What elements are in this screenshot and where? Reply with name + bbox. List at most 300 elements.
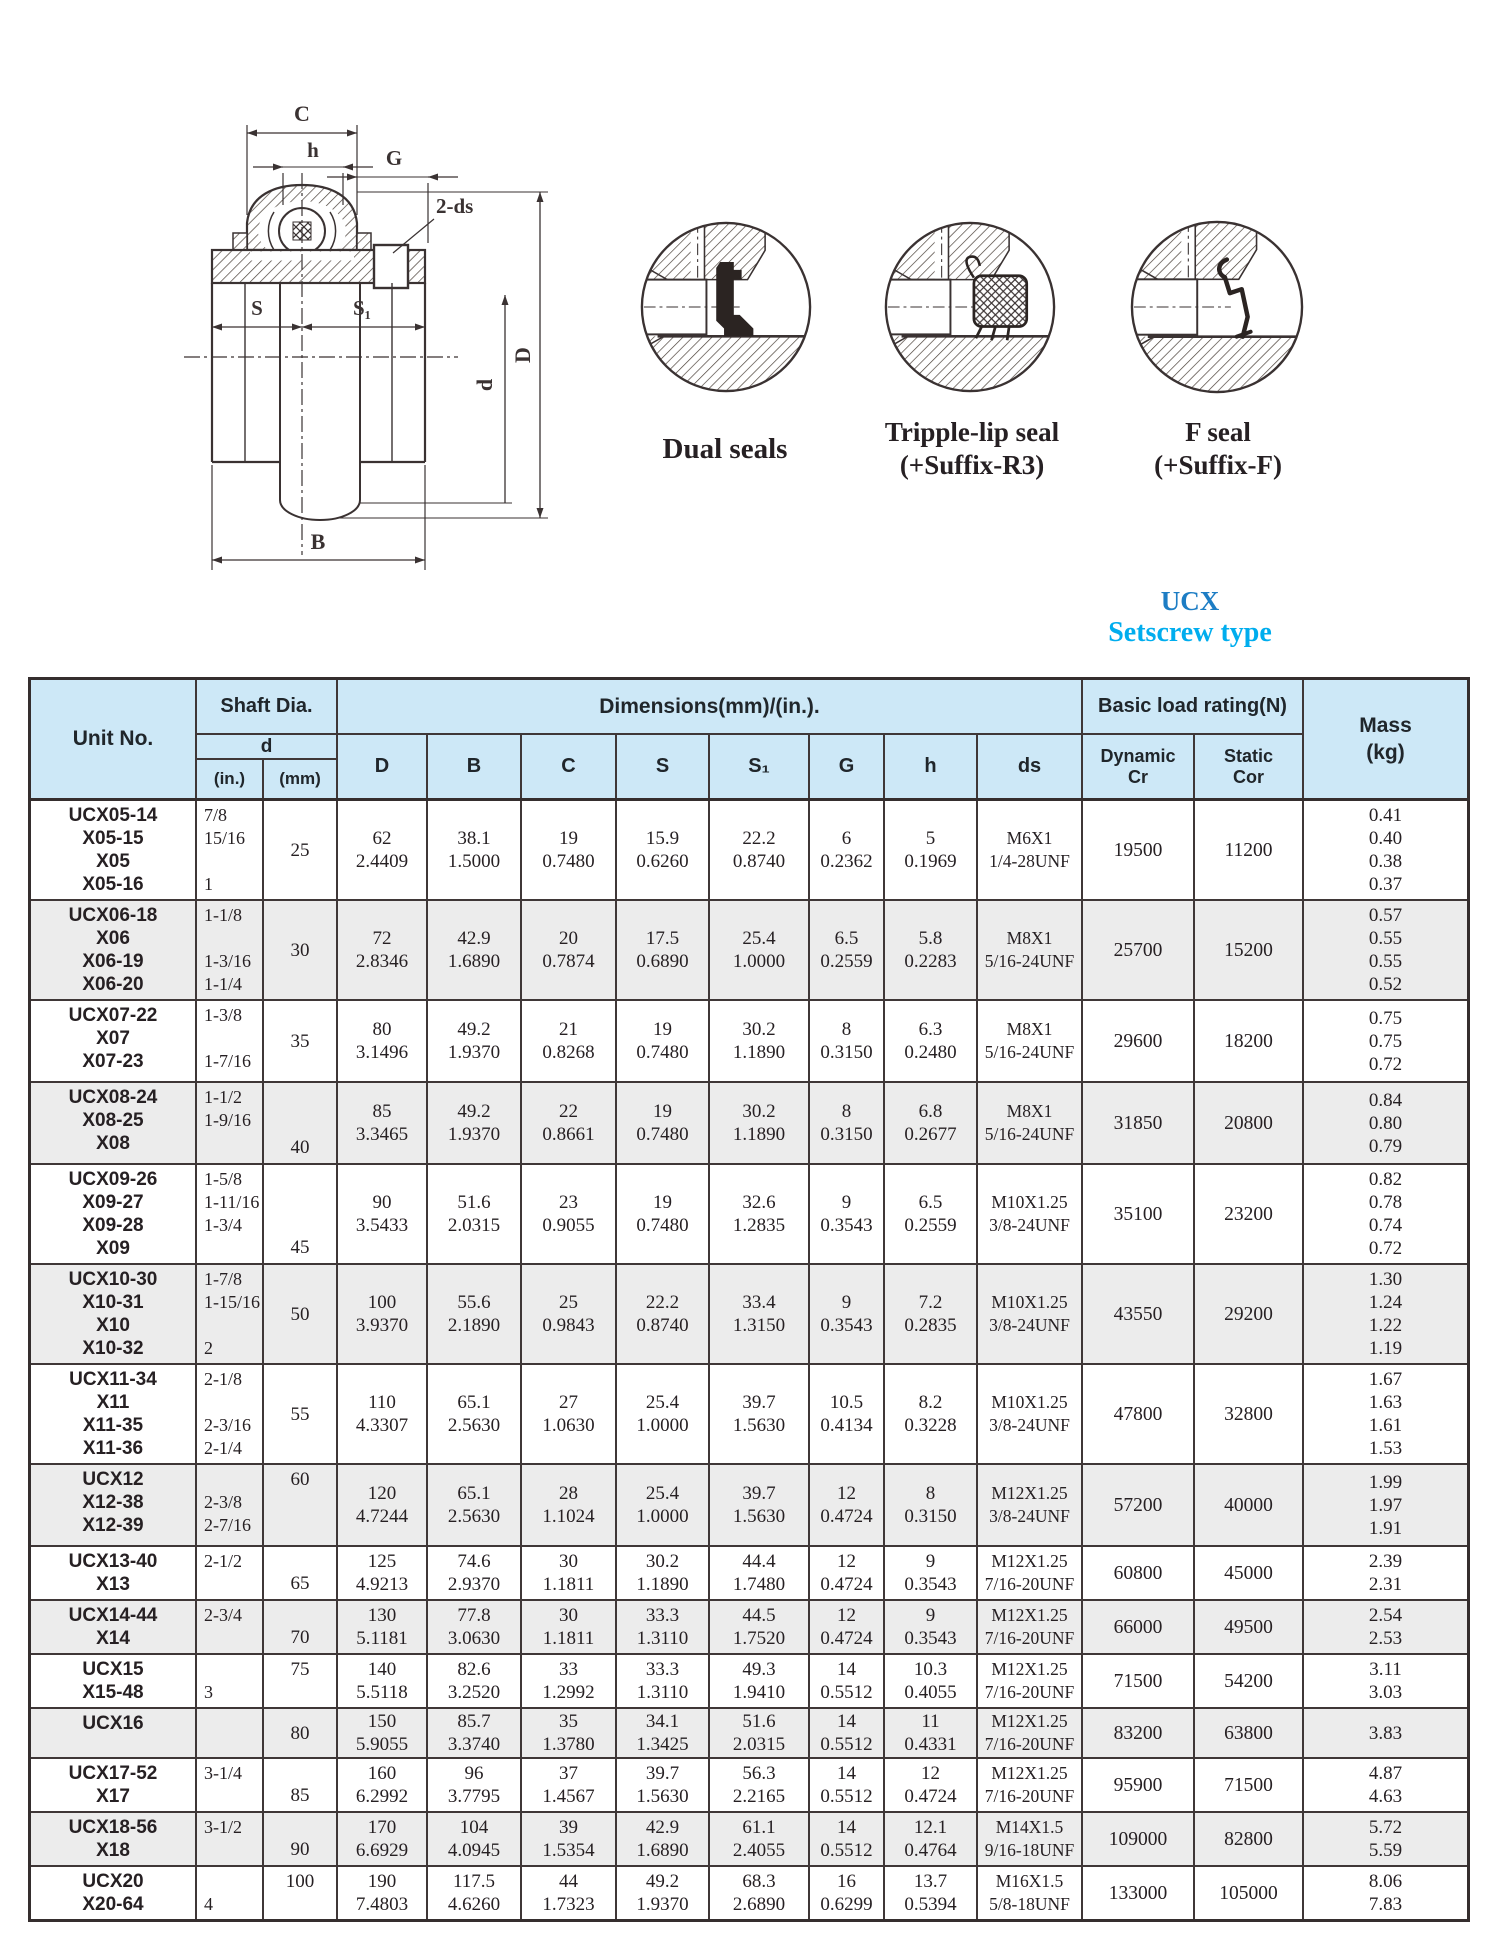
dim-B-line: 1.6890 [447, 951, 501, 972]
unit-no-line: X08 [96, 1133, 130, 1154]
dim-S [617, 1655, 710, 1707]
dim-D-line: 3.9370 [355, 1315, 409, 1336]
dim-h-line: 0.1969 [904, 851, 957, 872]
dim-C-line: 1.1024 [542, 1506, 595, 1527]
series-name: UCX [1160, 586, 1220, 616]
shaft-dia-in-line: 1-1/8 [204, 905, 242, 925]
shaft-dia-in-line: 1-15/16 [204, 1292, 260, 1312]
dim-S-line: 0.8740 [636, 1315, 689, 1336]
dim-G-line: 12 [837, 1551, 856, 1572]
shaft-dia-in [197, 1001, 264, 1081]
unit-no-line: UCX17-52 [68, 1763, 158, 1784]
table-row [31, 1867, 1467, 1919]
dynamic-cr-line: 83200 [1113, 1722, 1163, 1744]
dim-B-line: 96 [464, 1763, 484, 1784]
dim-S-line: 39.7 [645, 1763, 680, 1784]
header-mass-line: Mass [1359, 714, 1412, 737]
dim-B [428, 1813, 522, 1865]
dim-h [885, 1547, 978, 1599]
dim-G-line: 14 [837, 1711, 856, 1732]
dim-h-line: 9 [925, 1551, 936, 1572]
dim-ds-line: 9/16-18UNF [984, 1840, 1075, 1860]
unit-no [31, 1655, 197, 1707]
dim-S1-line: 22.2 [742, 828, 776, 849]
dim-B-line: 85.7 [457, 1711, 491, 1732]
dim-G-line: 8 [841, 1019, 852, 1040]
unit-no-line: X06-19 [82, 951, 144, 972]
dim-B-line: 1.9370 [447, 1124, 501, 1145]
dim-S1 [710, 1867, 810, 1919]
dim-C [522, 1655, 617, 1707]
series-subtitle: Setscrew type [1108, 617, 1272, 648]
mass-kg-line: 2.53 [1368, 1628, 1403, 1649]
dim-ds-line: 3/8-24UNF [989, 1506, 1070, 1526]
dim-S-line: 1.1890 [636, 1574, 689, 1595]
dim-h-line: 5.8 [918, 928, 943, 949]
dim-D [338, 1759, 428, 1811]
dim-S-line: 1.3425 [636, 1734, 689, 1755]
dim-ds [978, 901, 1083, 999]
dim-h [885, 901, 978, 999]
header-static-cor [1195, 735, 1304, 798]
dynamic-cr-line: 43550 [1113, 1303, 1163, 1325]
dim-h-line: 8.2 [918, 1392, 943, 1413]
dim-D-line: 5.9055 [355, 1734, 409, 1755]
header-col-G: G [810, 735, 885, 798]
dim-ds-line: 7/16-20UNF [984, 1574, 1075, 1594]
mass-kg-line: 0.41 [1368, 805, 1403, 826]
unit-no-line: X09-27 [82, 1192, 144, 1213]
mass-kg-line: 2.39 [1368, 1551, 1403, 1572]
dim-B [428, 1655, 522, 1707]
shaft-dia-in [197, 1709, 264, 1757]
dynamic-cr [1083, 1165, 1195, 1263]
dim-S1 [710, 1655, 810, 1707]
dim-B-line: 74.6 [457, 1551, 491, 1572]
unit-no-line: UCX15 [82, 1659, 144, 1680]
dim-ds [978, 1365, 1083, 1463]
mass-kg-line: 8.06 [1368, 1871, 1403, 1892]
dim-D-line: 160 [367, 1763, 397, 1784]
seal-detail-dual [638, 216, 814, 398]
dim-h-line: 0.3228 [904, 1415, 957, 1436]
dim-S-line: 33.3 [645, 1659, 680, 1680]
dim-h-line: 0.2480 [904, 1042, 957, 1063]
dim-ds [978, 1759, 1083, 1811]
dim-h [885, 1265, 978, 1363]
static-cor [1195, 801, 1304, 899]
dim-S [617, 1759, 710, 1811]
dim-S [617, 1709, 710, 1757]
shaft-dia-in [197, 1265, 264, 1363]
seal-caption-dual [600, 432, 850, 466]
shaft-dia-in-line: 2-7/16 [204, 1515, 251, 1535]
dim-S-line: 25.4 [645, 1483, 680, 1504]
shaft-dia-mm [264, 1365, 338, 1463]
unit-no-line: X18 [96, 1840, 130, 1861]
shaft-dia-mm [264, 1759, 338, 1811]
dim-h [885, 1465, 978, 1545]
shaft-dia-in-line: 2-1/8 [204, 1369, 242, 1389]
dim-S [617, 1465, 710, 1545]
header-static-line: Static [1223, 745, 1274, 766]
shaft-dia-mm [264, 801, 338, 899]
table-row [31, 901, 1467, 1001]
mass-kg [1304, 1265, 1467, 1363]
unit-no-line: X10-31 [82, 1292, 144, 1313]
dim-h-line: 6.5 [918, 1192, 943, 1213]
unit-no [31, 1867, 197, 1919]
mass-kg-line: 0.80 [1368, 1112, 1403, 1134]
dim-B-line: 51.6 [457, 1192, 491, 1213]
header-static-line: Cor [1233, 766, 1264, 787]
dim-S1 [710, 1601, 810, 1653]
dim-ds [978, 1083, 1083, 1163]
unit-no-line: UCX05-14 [68, 805, 158, 826]
dim-C-line: 44 [559, 1871, 578, 1892]
unit-no-line: X10-32 [82, 1338, 144, 1359]
dim-S1-line: 49.3 [742, 1659, 776, 1680]
dim-S1-line: 68.3 [742, 1871, 776, 1892]
mass-kg-line: 0.84 [1368, 1089, 1403, 1111]
dim-G-line: 0.3150 [820, 1042, 873, 1063]
unit-no-line: UCX20 [82, 1871, 144, 1892]
dim-C-line: 1.0630 [542, 1415, 595, 1436]
dim-B-line: 38.1 [457, 828, 491, 849]
dim-D-line: 3.5433 [355, 1215, 409, 1236]
dim-C [522, 801, 617, 899]
shaft-dia-mm-line: 75 [290, 1659, 310, 1680]
header-basic-load: Basic load rating(N) [1083, 680, 1304, 735]
dim-B-line: 4.6260 [447, 1894, 501, 1915]
dim-G-line: 0.3543 [820, 1315, 873, 1336]
series-title-block [1010, 586, 1370, 650]
dim-ds-line: M8X1 [1006, 1019, 1053, 1039]
dim-B [428, 901, 522, 999]
shaft-dia-mm-line: 60 [290, 1469, 310, 1490]
dim-B-line: 3.0630 [447, 1628, 501, 1649]
dim-S1 [710, 801, 810, 899]
dim-ds-line: M12X1.25 [991, 1551, 1068, 1571]
dim-h [885, 1867, 978, 1919]
dim-S [617, 1265, 710, 1363]
mass-kg-line: 0.82 [1368, 1169, 1403, 1190]
shaft-dia-mm-line: 65 [290, 1573, 310, 1594]
unit-no-line: X20-64 [82, 1894, 144, 1915]
dim-h-line: 8 [925, 1483, 936, 1504]
mass-kg [1304, 1759, 1467, 1811]
shaft-dia-in-line: 2-3/8 [204, 1492, 242, 1512]
dim-ds-line: 3/8-24UNF [989, 1215, 1070, 1235]
mass-kg-line: 2.31 [1368, 1574, 1403, 1595]
shaft-dia-mm [264, 1265, 338, 1363]
dim-S1 [710, 1465, 810, 1545]
dim-S1-line: 44.4 [742, 1551, 776, 1572]
dim-ds-line: 5/16-24UNF [984, 951, 1075, 971]
dim-C-line: 1.1811 [542, 1574, 595, 1595]
dim-S [617, 1813, 710, 1865]
dim-S [617, 801, 710, 899]
mass-kg [1304, 1601, 1467, 1653]
dim-S1-line: 39.7 [742, 1483, 776, 1504]
dim-G-line: 0.5512 [820, 1734, 873, 1755]
dim-C-line: 0.8661 [542, 1124, 595, 1145]
static-cor [1195, 1001, 1304, 1081]
dynamic-cr [1083, 801, 1195, 899]
table-row [31, 1465, 1467, 1547]
unit-no [31, 1547, 197, 1599]
seal-caption-line: (+Suffix-R3) [899, 450, 1045, 480]
seal-caption-line: F seal [1185, 417, 1251, 447]
mass-kg-line: 0.72 [1368, 1238, 1403, 1259]
dim-B [428, 1265, 522, 1363]
unit-no [31, 801, 197, 899]
dim-G [810, 1813, 885, 1865]
dim-ds-line: 5/16-24UNF [984, 1042, 1075, 1062]
dim-D-line: 90 [372, 1192, 392, 1213]
dim-D-line: 5.1181 [356, 1628, 408, 1649]
dim-label-d: d [472, 378, 497, 392]
dim-label-D: D [510, 347, 535, 363]
dim-C [522, 1083, 617, 1163]
static-cor-line: 71500 [1224, 1774, 1273, 1796]
dynamic-cr-line: 47800 [1113, 1403, 1163, 1425]
mass-kg-line: 1.63 [1368, 1392, 1403, 1413]
dim-D-line: 2.8346 [355, 951, 409, 972]
mass-kg-line: 7.83 [1368, 1894, 1403, 1915]
dim-G [810, 1759, 885, 1811]
table-row [31, 801, 1467, 901]
dim-h-line: 0.3543 [904, 1574, 957, 1595]
mass-kg-line: 2.54 [1368, 1605, 1403, 1626]
mass-kg-line: 1.99 [1368, 1471, 1403, 1493]
shaft-dia-in-line: 3-1/2 [204, 1817, 242, 1837]
dim-D-line: 7.4803 [355, 1894, 409, 1915]
dim-h-line: 12 [921, 1763, 940, 1784]
dim-h [885, 1001, 978, 1081]
mass-kg [1304, 1465, 1467, 1545]
dim-D-line: 150 [367, 1711, 397, 1732]
shaft-dia-mm-line: 80 [290, 1722, 310, 1744]
dim-S1 [710, 1547, 810, 1599]
dim-S-line: 19 [653, 1101, 672, 1122]
dim-S1 [710, 1813, 810, 1865]
dim-G-line: 0.4134 [820, 1415, 873, 1436]
unit-no-line: UCX13-40 [68, 1551, 158, 1572]
dim-C-line: 33 [559, 1659, 578, 1680]
shaft-dia-mm-line: 55 [290, 1403, 310, 1425]
dim-S-line: 0.6260 [636, 851, 689, 872]
dim-C-line: 23 [559, 1192, 578, 1213]
dim-C [522, 1365, 617, 1463]
header-unit-no: Unit No. [31, 680, 197, 798]
dim-h [885, 1165, 978, 1263]
dynamic-cr-line: 57200 [1113, 1494, 1163, 1516]
static-cor [1195, 1601, 1304, 1653]
dim-D-line: 125 [367, 1551, 397, 1572]
dim-G-line: 12 [837, 1605, 856, 1626]
mass-kg-line: 5.59 [1368, 1840, 1403, 1861]
dim-S-line: 19 [653, 1192, 672, 1213]
mass-kg-line: 1.24 [1368, 1292, 1403, 1313]
shaft-dia-in-line: 1-9/16 [204, 1110, 251, 1130]
header-dimensions: Dimensions(mm)/(in.). [338, 680, 1083, 735]
unit-no [31, 1083, 197, 1163]
dim-S1-line: 39.7 [742, 1392, 776, 1413]
dim-S [617, 1601, 710, 1653]
dim-D-line: 140 [367, 1659, 397, 1680]
header-col-B: B [428, 735, 522, 798]
dim-h-line: 0.2559 [904, 1215, 957, 1236]
dim-ds-line: M12X1.25 [991, 1605, 1068, 1625]
dim-S-line: 42.9 [645, 1817, 680, 1838]
dim-D-line: 6.6929 [355, 1840, 409, 1861]
unit-no-line: X10 [96, 1315, 130, 1336]
dim-S [617, 1083, 710, 1163]
dim-C [522, 901, 617, 999]
dim-S-line: 1.0000 [636, 1506, 689, 1527]
mass-kg-line: 1.19 [1368, 1338, 1403, 1359]
dim-B-line: 65.1 [457, 1483, 491, 1504]
mass-kg-line: 1.30 [1368, 1269, 1403, 1290]
dim-S1-line: 51.6 [742, 1711, 776, 1732]
table-row [31, 1265, 1467, 1365]
shaft-dia-mm-line: 90 [290, 1839, 310, 1860]
dim-S1 [710, 1001, 810, 1081]
unit-no [31, 1265, 197, 1363]
shaft-dia-mm [264, 1601, 338, 1653]
dim-D-line: 62 [372, 828, 392, 849]
dim-S-line: 19 [653, 1019, 672, 1040]
dynamic-cr-line: 109000 [1108, 1828, 1168, 1850]
dim-ds-line: M10X1.25 [991, 1192, 1068, 1212]
dim-S-line: 33.3 [645, 1605, 680, 1626]
dim-B-line: 77.8 [457, 1605, 491, 1626]
shaft-dia-mm-line: 50 [290, 1303, 310, 1325]
header-dynamic-line: Dynamic [1100, 745, 1176, 766]
mass-kg-line: 0.52 [1368, 974, 1403, 995]
dim-h-line: 6.3 [918, 1019, 943, 1040]
shaft-dia-in-line: 1-7/16 [204, 1051, 251, 1071]
shaft-dia-mm [264, 1001, 338, 1081]
static-cor [1195, 1265, 1304, 1363]
seal-caption-line: (+Suffix-F) [1154, 450, 1282, 480]
unit-no [31, 1759, 197, 1811]
unit-no [31, 1365, 197, 1463]
dim-h [885, 1813, 978, 1865]
dim-B [428, 1547, 522, 1599]
dim-D [338, 1265, 428, 1363]
mass-kg [1304, 1709, 1467, 1757]
dim-C [522, 1601, 617, 1653]
dim-label-2ds: 2-ds [436, 194, 474, 218]
dim-B-line: 104 [459, 1817, 489, 1838]
dim-C-line: 30 [559, 1605, 578, 1626]
dim-D [338, 1547, 428, 1599]
dim-C [522, 1547, 617, 1599]
dim-h-line: 0.3543 [904, 1628, 957, 1649]
dim-S1-line: 2.4055 [732, 1840, 786, 1861]
mass-kg-line: 3.83 [1368, 1722, 1403, 1744]
shaft-dia-mm [264, 1165, 338, 1263]
dim-ds-line: M14X1.5 [995, 1817, 1064, 1837]
dim-B [428, 1759, 522, 1811]
shaft-dia-in-line: 2-1/4 [204, 1438, 242, 1458]
dim-S1-line: 1.1890 [732, 1124, 786, 1145]
dim-B-line: 3.2520 [447, 1682, 501, 1703]
dim-ds-line: 1/4-28UNF [989, 851, 1070, 871]
dim-B-line: 65.1 [457, 1392, 491, 1413]
dim-D [338, 1813, 428, 1865]
dim-G [810, 1265, 885, 1363]
mass-kg [1304, 1001, 1467, 1081]
dim-ds-line: 7/16-20UNF [984, 1786, 1075, 1806]
unit-no-line: X05-15 [82, 828, 144, 849]
shaft-dia-in-line: 1-3/4 [204, 1215, 242, 1235]
dim-C-line: 0.9843 [542, 1315, 595, 1336]
dim-G-line: 0.5512 [820, 1786, 873, 1807]
dim-ds-line: M8X1 [1006, 928, 1053, 948]
dim-G [810, 1465, 885, 1545]
mass-kg-line: 5.72 [1368, 1817, 1403, 1838]
dim-C [522, 1813, 617, 1865]
mass-kg [1304, 1365, 1467, 1463]
dim-G [810, 801, 885, 899]
shaft-dia-mm-line: 85 [290, 1785, 310, 1806]
dynamic-cr [1083, 1465, 1195, 1545]
spec-table-header [31, 680, 1467, 801]
dim-S [617, 901, 710, 999]
dim-S1-line: 1.9410 [732, 1682, 786, 1703]
dim-B-line: 2.5630 [447, 1506, 501, 1527]
unit-no-line: UCX18-56 [68, 1817, 158, 1838]
dynamic-cr-line: 19500 [1113, 839, 1163, 861]
dim-B-line: 2.5630 [447, 1415, 501, 1436]
dim-C-line: 1.3780 [542, 1734, 595, 1755]
unit-no [31, 1813, 197, 1865]
dynamic-cr-line: 29600 [1113, 1030, 1163, 1052]
mass-kg-line: 3.11 [1369, 1659, 1402, 1680]
shaft-dia-mm-line: 35 [290, 1030, 310, 1052]
dim-G [810, 1083, 885, 1163]
header-col-S: S [617, 735, 710, 798]
shaft-dia-in [197, 1465, 264, 1545]
dim-C [522, 1265, 617, 1363]
seal-detail-f [1128, 216, 1306, 398]
dim-D [338, 1465, 428, 1545]
dim-S1-line: 1.5630 [732, 1415, 786, 1436]
dim-label-S1: S₁ [353, 296, 371, 320]
dim-h-line: 7.2 [918, 1292, 943, 1313]
dim-S1-line: 1.2835 [732, 1215, 786, 1236]
table-row [31, 1813, 1467, 1867]
dim-S [617, 1001, 710, 1081]
dim-C [522, 1709, 617, 1757]
dim-S1-line: 32.6 [742, 1192, 776, 1213]
table-row [31, 1601, 1467, 1655]
dim-h [885, 1709, 978, 1757]
dim-S1 [710, 1083, 810, 1163]
dim-h-line: 0.4764 [904, 1840, 957, 1861]
dim-D-line: 5.5118 [356, 1682, 408, 1703]
static-cor-line: 82800 [1224, 1828, 1273, 1850]
dim-D-line: 100 [367, 1292, 397, 1313]
dim-C-line: 1.2992 [542, 1682, 595, 1703]
shaft-dia-mm-line: 25 [290, 839, 310, 861]
static-cor-line: 18200 [1224, 1030, 1273, 1052]
dim-C-line: 1.1811 [542, 1628, 595, 1649]
dim-h-line: 0.2283 [904, 951, 957, 972]
